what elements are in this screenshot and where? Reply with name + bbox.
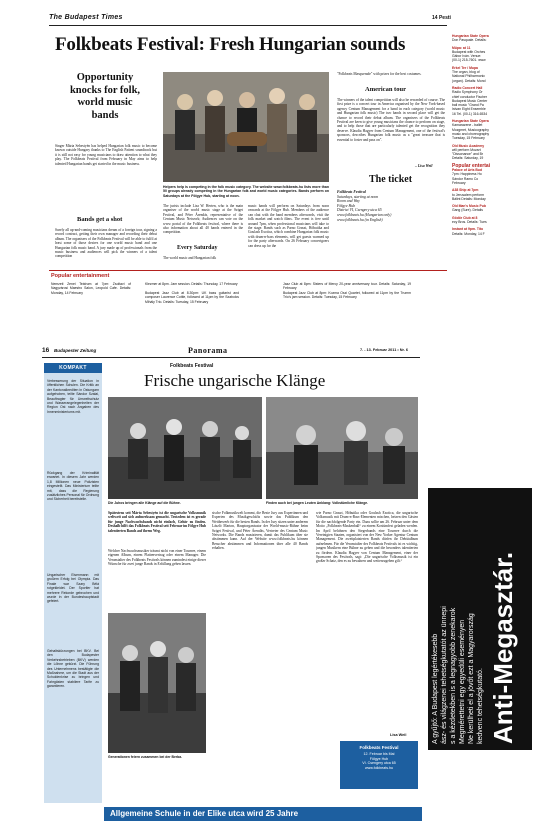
popular-bar: Popular entertainment — [51, 273, 110, 279]
ticket-line: Folkbeats Festival — [337, 190, 366, 194]
ticket-link[interactable]: www.folkbeats.hu (Hungarian only) — [337, 212, 392, 217]
ticket-line: Saturdays, starting at noon — [337, 194, 379, 199]
strip-line: Gábor Iván. Venue: — [452, 54, 482, 59]
strip-line: Budapest Music Center — [452, 98, 488, 103]
bottom-header-rule — [42, 357, 420, 358]
strip-line: Istvan Eight Ensemble — [452, 107, 486, 112]
strip-line: Old Music Academy — [452, 143, 485, 148]
strip-line: National Philharmonic — [452, 74, 485, 79]
strip-line: Old Man's Music Pub — [452, 204, 486, 209]
strip-line: Radio Symphony Or — [452, 90, 483, 95]
photo-left-figures — [108, 397, 262, 499]
ticket-head: The ticket — [369, 174, 413, 185]
kompakt-box — [44, 363, 102, 803]
photo-caption-left: Die Juhos bringen alle Klänge auf die Bühne. — [108, 501, 181, 505]
side-ad-line: Megmérettetni egy egyedüli eseményen — [459, 619, 466, 744]
ticket-line: District VI, Csengery utca 65 — [337, 208, 382, 213]
col1-photo-caption: Generationen feiern zusammen bei der Berba. — [108, 755, 183, 759]
top-page — [47, 12, 539, 332]
subhead: Opportunity knocks for folk, world music bands — [69, 72, 141, 121]
photo-right-figures — [266, 397, 418, 499]
page-marker: 14 Pesti — [432, 15, 451, 21]
strip-line: Palace of Arts Bud — [452, 168, 483, 173]
ticket-line: Fölgye Hub — [337, 203, 356, 208]
strip-line: 7pm: Happiness Ho — [452, 172, 482, 177]
side-ad-line: s a kézdetekben is a legnagyobb zenekarok — [450, 607, 457, 744]
bottom-page — [40, 345, 422, 822]
american-text: The winners of the talent competition will also be rewarded of course. The first prize is a concert tour in America organised by the New York-based agency Centum Management for a band in each category (world music and Hungarian folk music) The two bands in second place will get the chance to record their debut album. The organisers of the Folkbeats Festival are keen to give young musicians the chance to perform on stage, and to help those that are particularly talented get the recognition they deserve. Klaudia Hagyer from Centum Management, one of the festival's sponsors, describes Hungarian folk music as a "great treasure that is essential to foster and pass on". — [337, 98, 445, 142]
infobox-line: 12. Februar bis Mai — [363, 752, 395, 756]
col3-text: wie Parno Graszt, Hóbutika oder Goulash Exotica, die ungarische Volksmusik mit Drum-n-Bass-Elementen mischen, heizen den Gästen für die nachfolgende Party ein. Dazu sollte am 26. Februar unter dem Motto „Folkbeats-Maskenball“ zu einem Kostümfest geladen werden. Im April belohnen den Siegerbands eine Tournee durch die Vereinigten Staaten, organisiert von der New Yorker Agentur Centum Management. Die zweitplatzierten Bands dürfen ihr Debütalbum aufnehmen. Für die Veranstalter des Folkbeats Festivals ist es wichtig, jungen Musikern eine Bühne zu geben und die besonders talentierten zu fördern. Klaudia Hagyer von Centum Management, einer der Sponsoren des Festivals, sagt: „Die ungarische Volksmusik ist ein großer Schatz, den es zu bewahren und weiterzugeben gilt.“ — [316, 511, 418, 564]
issue-date: 7. - 13. Februar 2011 • Nr. 6 — [360, 348, 408, 352]
strip-line: to Jerusalem perform — [452, 192, 485, 197]
strip-line: ecy Bros. Details: Tues — [452, 219, 487, 224]
author: – Lisa Weil — [415, 164, 433, 168]
mid-col1: The jurists include Lisa W. Herten, who is the main organiser of the world music stage at the Sziget Festival, and Péter Árendás, representative of the Centum Music Network; Audiences can vote on the www portal of the Folkbeats festival, where there is also information about all 40 bands entered in the competition. — [163, 204, 243, 235]
popular-item: Budapest Jazz Club at 8.30pm: UK bass guitarist and composer Laurence Cottle, followed at 11pm by the Szabolcs Mihály Trio. Details: Tuesday, 15 February — [145, 291, 239, 304]
kompakt-item: Ungarischer Eisenmann mit großem Erfolg bei Olympia. Das Finale war Szary Bélá rotgekleidet. Der Sportler hat mehrere Rekorde gebrochen und wurde in der Bundeshauptstadt gefeiert. — [47, 573, 99, 604]
strip-line: February — [452, 180, 466, 185]
side-ad-line: A gyűjtő: A Budapest legértékesebb — [432, 633, 439, 744]
strip-line: Don Pasquale. Details: — [452, 38, 487, 43]
strip-line: ball music "Grand Pa — [452, 103, 484, 108]
side-ad-title: Anti-Megasztár. — [488, 551, 518, 744]
section-every-saturday: Every Saturday — [177, 245, 218, 251]
photo-caption: Helpers help is competing in the folk music category. The website www.folkbeats.hu lists more than 50 groups already competing in the Hungarian folk and world music categories. Bands perform on Saturdays at the Fölgye Hub, starting at noon. — [163, 185, 329, 198]
mid-col2: music bands will perform on Saturdays from noon onwards at the Fölgye Hub. Members of the audience can chat with the band members afterwards, visit the folk market and watch films. The event is free until around 7pm, when professional musicians will take to the stage. Bands such as Parno Graszt, Hóbutika and Goulash Exotica, which combine Hungarian folk music with drum-n-bass elements, will get guests warmed up for the party afterwards. On 26 February concertgoers can dress up for the — [248, 204, 329, 248]
strip-line: (organ). Details: Mond — [452, 78, 486, 83]
strip-line: Radio Concert Hall — [452, 85, 483, 90]
bottom-headline: Frische ungarische Klänge — [144, 371, 326, 390]
ticket-line: Room and Way — [337, 199, 360, 204]
strip-line: Popular entertai — [452, 162, 491, 169]
strip-line: 16 Tel. (00-1) 316-6534 — [452, 111, 488, 116]
strip-line: (00-1) 215-7601. www — [452, 58, 486, 63]
headline: Folkbeats Festival: Fresh Hungarian sounds — [55, 34, 406, 55]
event-strip — [452, 34, 539, 354]
page-number: 16 — [42, 347, 50, 354]
mid-col1b: The world music and Hungarian folk — [163, 256, 217, 260]
infobox-link[interactable]: www.folkbeats.hu — [365, 765, 393, 770]
strip-line: will perform Mozart — [452, 147, 481, 152]
section-name: Panorama — [188, 346, 228, 355]
ticket-link[interactable]: www.folkbeats.hu (in English) — [337, 217, 383, 222]
photo-right — [266, 397, 418, 499]
strip-line: Müpa: at 11 — [452, 45, 471, 50]
section-american: American tour — [365, 86, 406, 93]
col2-text: sische Folkmusikwelt kommt, die Beste Jury aus Expertinnen und Experten des Musikgeschäfts sowie das Publikum den Wettbewerb für die besten Bands. In der Jury sitzen unter anderem László Marton, Hauptorganisator der World-music-Bühne beim Sziget Festival, und Péter Árendás, Vertreter des Centum Music Networks. Die Bands musizieren, damit das Publikum über sie abstimmen kann. Auf der Website www.folkbeats.hu können Besucher abstimmen und Informationen über alle 40 Bands erhalten. — [212, 511, 308, 551]
bottom-author: Lisa Weil — [390, 733, 407, 737]
kompakt-item: Verbesserung der Situation in öffentlichen Schulen. Die Kritik an der Kantonalkrediten in Ostungarn aufgehoben, teilte Sándor Szalai, Beauftragter für Umweltschutz und Wasserangelegenheiten der Region Ost nach Angaben des Innenministeriums mit. — [47, 379, 99, 414]
strip-line: The organ, blog of — [452, 70, 480, 75]
strip-line: Sándor Ramo Co — [452, 176, 479, 181]
band-photo-figures — [163, 72, 329, 182]
side-ad-rotated — [428, 488, 532, 750]
strip-line: music and choreography — [452, 131, 490, 136]
strip-line: Details: Monday, 14 F — [452, 231, 485, 236]
bottom-banner — [104, 807, 422, 821]
strip-line: Tuesday, 15 February — [452, 136, 485, 141]
masthead — [49, 14, 123, 21]
popular-rule — [49, 270, 447, 271]
strip-line: Gödör Club at 8 — [452, 215, 478, 220]
strip-line: Mozgmet, Musicography — [452, 127, 489, 132]
bottom-masthead: Budapester Zeitung — [54, 348, 97, 353]
ticket-box — [337, 190, 445, 230]
strip-line: Gang (Sure). Details — [452, 208, 483, 213]
strip-line: Hungarian State Opera — [452, 34, 489, 38]
infobox — [340, 741, 418, 789]
infobox-title: Folkbeats Festival — [359, 745, 399, 750]
kicker: Folkbeats Festival — [170, 363, 214, 369]
infobox-line: VI. Csengery utca 65 — [362, 761, 396, 766]
popular-item: Nemzeti Zenei Teátrum at 7pm: Zsoltavi of Nagyvárosi Maestro Salon, Leopold Cafe. Details: Monday, 14 February — [51, 282, 131, 295]
masthead-text: The Budapest Times — [49, 14, 123, 21]
col1-photo — [108, 613, 206, 753]
infobox-line: Fölgye Hub — [369, 756, 389, 761]
right-col-top: "Folkbeats Masquerade" with prizes for the best costumes. — [337, 72, 422, 76]
side-ad-line: ász- és világzenei tehetségkutatót az ünnepi — [441, 606, 448, 744]
photo-caption-right: Finden auch bei jungen Leuten Anklang: Volkstümliche Klänge. — [266, 501, 369, 505]
strip-line: Hungarian State Opera — [452, 119, 489, 124]
strip-line: "Dissonance" and Br — [452, 152, 484, 157]
side-ad — [428, 488, 532, 750]
strip-line: Budapest with Orches — [452, 49, 486, 54]
band-photo — [163, 72, 329, 182]
col1-intro: Spätestens seit Márta Sebestyén ist die ungarische Volksmusik weltweit auf sich aufmerksam gemacht. Trotzdem ist es gerade für junge Nachwuchsbands nicht einfach, Gehör zu finden. Deshalb hilft das Folkbeats Festival seit Februar im Fölgye Hub talentierten Bands auf ihrem Weg. — [108, 511, 206, 533]
strip-line: Details: Saturday, 19 — [452, 156, 484, 161]
bottom-banner-text: Allgemeine Schule in der Elike utca wird 25 Jahre — [110, 809, 299, 818]
col1-text: Welcher Nachwuchsmusiker träumt nicht von einer Tournee, einem eigenen Album, einem Plattenvertrag oder einem Manager. Die Veranstalter des Folkbeats Festivals können zumindest einige dieser Wünsche für zwei junge Bands in Erfüllung gehen lassen. — [108, 549, 206, 567]
strip-line: chief conductor Fischer — [452, 94, 488, 99]
strip-line: Kamarazene - ballet — [452, 123, 483, 128]
kompakt-item: Rückgang der Kriminalität erwartet. In diesem Jahr werden 1,8 Millionen neue Polizisten eingestellt. Das Ministerium teilte mit, dass die Regierung zusätzliches Personal für Ordnung und Sicherheit bereitstelle. — [47, 471, 99, 502]
strip-line: Erkel Ter / Mupa — [452, 65, 478, 70]
side-ad-line: kedvenc tehetségkutató. — [477, 668, 484, 744]
popular-item: Klezmer at 8pm. Jam session. Details: Thursday, 17 February — [145, 282, 238, 286]
strip-line: A38 Ship at 7pm — [452, 188, 479, 193]
bands-text: Surely all up-and-coming musicians dream of a foreign tour, signing a record contract, getting their own manager and recording their debut album. The organisers of the Folkbeats Festival will be able to fulfil at least some of those desires for one world music band and one Hungarian folk music band. A jury made up of professionals from the music business and audiences will pick the winners of a talent competition — [55, 228, 157, 259]
col1-photo-figures — [108, 613, 206, 753]
popular-item: Budapest Jazz Club at 8pm: Kozma Oszi Quartet, followed at 11pm by the Trumm Trio's jam session. Details: Tuesday, 15 February — [283, 291, 411, 300]
intro-lead: Singer Mária Sebestyén has helped Hungarian folk music to become known outside Hungary thanks to The English Patient soundtrack but it is still not easy for young musicians to draw attention to what they play. The Folkbeats Festival from February in May aims to help talented Hungarian bands get started in the music business. — [55, 144, 157, 166]
photo-left — [108, 397, 262, 499]
popular-item: Jazz Club at 8pm: Sisters of Mercy 20-year anniversary tour. Details: Saturday, 19 February — [283, 282, 411, 290]
strip-line: Instant at 9pm. Tito — [452, 227, 484, 232]
section-bands: Bands get a shot — [77, 216, 123, 223]
header-rule — [49, 25, 447, 26]
kompakt-head: KOMPAKT — [44, 363, 102, 373]
side-ad-line: Ne kerülheti el a jövőt ezt a Magyarország — [468, 613, 475, 744]
strip-line: Bálint Details: Monday — [452, 196, 486, 201]
kompakt-item: Gehaltskürzungen bei BKV. Bei den Budapester Verkehrsbetrieben (BKV) werden die Löhne gekürzt. Die Führung des Unternehmens bestätigte die Maßnahme, um die Stadt aus der Schuldenkrise zu bringen und Fahrgästen stabilere Tarife zu garantieren. — [47, 649, 99, 689]
